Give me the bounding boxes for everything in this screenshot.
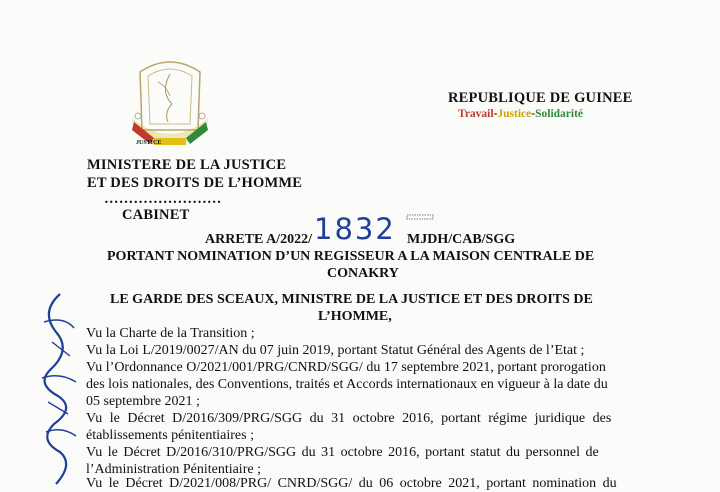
cabinet-label: CABINET (122, 207, 190, 223)
republic-motto: Travail-Justice-Solidarité (458, 108, 584, 120)
emblem-ribbon-label: JUSTICE (136, 140, 162, 146)
visa-line: l’Administration Pénitentiaire ; (86, 462, 261, 477)
ministry-line2: ET DES DROITS DE L’HOMME (87, 175, 303, 191)
stamp-mark-icon (405, 212, 437, 222)
ministry-dots: …………………… (104, 191, 222, 207)
ministry-line1: MINISTERE DE LA JUSTICE (87, 157, 287, 173)
signature-initials-icon (30, 292, 90, 486)
arrete-suffix: MJDH/CAB/SGG (407, 232, 516, 247)
arrete-title-line1: PORTANT NOMINATION D’UN REGISSEUR A LA MAISON CENTRALE DE (107, 249, 595, 264)
arrete-title-line2: CONAKRY (327, 266, 399, 281)
guinea-coat-of-arms-icon (110, 52, 230, 158)
visa-line: établissements pénitentiaires ; (86, 428, 254, 443)
visa-line: Vu la Charte de la Transition ; (86, 326, 255, 341)
visa-line: des lois nationales, des Conventions, traités et Accords internationaux en vigueur à la date du (86, 377, 608, 392)
visa-line: 05 septembre 2021 ; (86, 394, 200, 409)
authority-line2: L’HOMME, (318, 309, 392, 324)
visa-line: Vu le Décret D/2016/310/PRG/SGG du 31 octobre 2016, portant statut du personnel de (86, 445, 599, 460)
visa-line: Vu l’Ordonnance O/2021/001/PRG/CNRD/SGG/ du 17 septembre 2021, portant prorogation (86, 360, 606, 375)
visa-line: Vu la Loi L/2019/0027/AN du 07 juin 2019, portant Statut Général des Agents de l’Etat ; (86, 343, 585, 358)
republic-name: REPUBLIQUE DE GUINEE (448, 90, 633, 106)
arrete-prefix: ARRETE A/2022/ (205, 232, 312, 247)
visa-line: Vu le Décret D/2016/309/PRG/SGG du 31 octobre 2016, portant régime juridique des (86, 411, 612, 426)
visa-line: Vu le Décret D/2021/008/PRG/ CNRD/SGG/ du 06 octobre 2021, portant nomination du (86, 476, 617, 491)
handwritten-number: 1832 (314, 212, 396, 246)
authority-line1: LE GARDE DES SCEAUX, MINISTRE DE LA JUSTICE ET DES DROITS DE (110, 292, 593, 307)
